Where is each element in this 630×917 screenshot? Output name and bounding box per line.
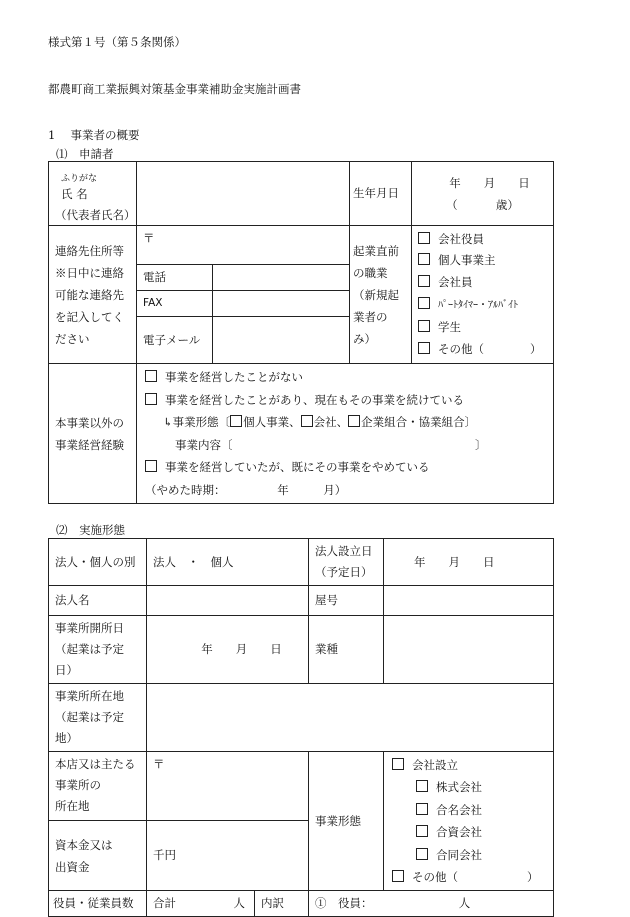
hq-field[interactable] <box>147 752 309 821</box>
experience-option-quit[interactable] <box>145 456 547 479</box>
postal-mark: 〒 <box>143 231 155 245</box>
checkbox[interactable] <box>416 825 428 837</box>
office-open-label-2: （起業は予定日） <box>55 642 124 677</box>
checkbox[interactable] <box>416 803 428 815</box>
birthdate-age: （ 歳） <box>446 197 519 212</box>
option-label: 会社、 <box>313 415 349 429</box>
establish-date-label-1: 法人設立日 <box>315 544 373 558</box>
staff-breakdown-label: 内訳 <box>255 891 309 917</box>
checkbox[interactable] <box>418 297 430 309</box>
checkbox[interactable] <box>392 870 404 882</box>
establish-date-label-2: （予定日） <box>315 565 373 579</box>
prev-job-label-4: 業者の <box>353 309 388 324</box>
checkbox[interactable] <box>418 342 430 354</box>
prev-job-label-2: の職業 <box>353 265 388 280</box>
email-field[interactable] <box>213 317 350 364</box>
checkbox[interactable] <box>416 848 428 860</box>
name-label: 氏 名 <box>61 187 88 201</box>
option-godo[interactable] <box>392 844 547 866</box>
birthdate-ymd: 年 月 日 <box>449 175 530 190</box>
option-student[interactable] <box>418 317 547 339</box>
option-employee[interactable] <box>418 272 547 294</box>
business-form-options <box>384 752 554 891</box>
hq-label <box>49 752 147 821</box>
office-open-field[interactable]: 年 月 日 <box>147 616 309 684</box>
fax-label: FAX <box>137 291 213 317</box>
trade-name-label: 屋号 <box>309 586 384 616</box>
office-location-label-1: 事業所所在地 <box>55 689 124 703</box>
option-gomei[interactable] <box>392 799 547 821</box>
corp-indiv-field[interactable]: 法人 ・ 個人 <box>147 539 309 586</box>
hq-postal-mark: 〒 <box>153 757 165 771</box>
checkbox[interactable] <box>418 232 430 244</box>
contact-label-4: を記入してく <box>55 309 124 324</box>
contact-label-5: ださい <box>55 331 90 346</box>
section-1-heading: 1 事業者の概要 <box>48 128 140 142</box>
establish-date-label <box>309 539 384 586</box>
contact-label-3: 可能な連絡先 <box>55 287 124 302</box>
quit-time-line: （やめた時期： 年 月） <box>145 482 347 497</box>
implementation-table <box>48 538 554 917</box>
experience-label-2: 事業経営経験 <box>55 437 124 452</box>
contact-label-1: 連絡先住所等 <box>55 243 124 258</box>
corp-name-label: 法人名 <box>49 586 147 616</box>
subsection-implementation: ⑵ 実施形態 <box>56 523 125 537</box>
furigana-label: ふりがな <box>61 174 98 184</box>
staff-officers-field[interactable]: ① 役員： 人 <box>309 891 554 917</box>
experience-option-never[interactable] <box>145 366 547 389</box>
office-location-label-2: （起業は予定地） <box>55 710 124 745</box>
business-content-line[interactable] <box>145 434 547 457</box>
experience-label-cell <box>49 364 137 504</box>
birthdate-field[interactable] <box>412 162 554 226</box>
checkbox[interactable] <box>145 370 157 382</box>
document-title: 都農町商工業振興対策基金事業補助金実施計画書 <box>48 82 301 96</box>
option-label: 合名会社 <box>436 802 482 817</box>
experience-label-1: 本事業以外の <box>55 415 124 430</box>
option-label: 個人事業、 <box>243 415 301 429</box>
name-label-cell <box>49 162 137 226</box>
name-field[interactable] <box>137 162 350 226</box>
checkbox[interactable] <box>418 275 430 287</box>
option-label: その他（ ） <box>412 870 539 885</box>
business-content-label: 事業内容〔 <box>175 437 233 452</box>
capital-label-2: 出資金 <box>55 859 90 874</box>
option-label: 会社設立 <box>412 758 458 772</box>
prev-job-label-5: み） <box>353 331 376 346</box>
industry-label: 業種 <box>309 616 384 684</box>
option-label: 株式会社 <box>436 780 482 795</box>
option-company-setup[interactable] <box>392 754 547 776</box>
contact-label-cell <box>49 226 137 364</box>
office-open-label-1: 事業所開所日 <box>55 621 124 635</box>
option-company-officer[interactable] <box>418 229 547 251</box>
option-other[interactable] <box>418 339 547 361</box>
email-label: 電子メール <box>137 317 213 364</box>
hq-label-2: 事業所の <box>55 778 101 793</box>
office-open-label <box>49 616 147 684</box>
option-label: その他（ ） <box>438 341 542 356</box>
business-form-prefix: ↳事業形態〔 <box>163 415 231 429</box>
option-label: 合同会社 <box>436 847 482 862</box>
office-location-field[interactable] <box>147 684 554 752</box>
checkbox[interactable] <box>418 320 430 332</box>
option-sole-proprietor[interactable] <box>418 250 547 272</box>
checkbox[interactable] <box>416 780 428 792</box>
hq-label-3: 所在地 <box>55 799 90 814</box>
previous-job-label-cell <box>350 226 412 364</box>
trade-name-field[interactable] <box>384 586 554 616</box>
option-label: 学生 <box>438 319 461 334</box>
option-label: 合資会社 <box>436 825 482 840</box>
business-form-line <box>145 411 547 434</box>
office-location-label <box>49 684 147 752</box>
capital-label-1: 資本金又は <box>55 837 113 852</box>
option-goshi[interactable] <box>392 821 547 843</box>
experience-field <box>137 364 554 504</box>
option-label: ﾊﾟｰﾄﾀｲﾏｰ・ｱﾙﾊﾞｲﾄ <box>438 300 518 311</box>
option-label: 会社員 <box>438 275 473 290</box>
option-label: 事業を経営したことがない <box>165 370 303 384</box>
staff-label: 役員・従業員数 <box>49 891 147 917</box>
representative-label: （代表者氏名） <box>55 208 136 222</box>
capital-field[interactable] <box>147 820 309 891</box>
previous-job-options <box>412 226 554 364</box>
phone-label: 電話 <box>137 265 213 291</box>
prev-job-label-1: 起業直前 <box>353 243 399 258</box>
address-field[interactable] <box>137 226 350 265</box>
form-number: 様式第１号（第５条関係） <box>48 35 186 49</box>
corp-name-field[interactable] <box>147 586 309 616</box>
checkbox[interactable] <box>145 460 157 472</box>
checkbox[interactable] <box>145 393 157 405</box>
checkbox[interactable] <box>392 758 404 770</box>
contact-label-2: ※日中に連絡 <box>55 265 124 280</box>
checkbox[interactable] <box>301 415 313 427</box>
industry-field[interactable] <box>384 616 554 684</box>
subsection-applicant: ⑴ 申請者 <box>56 147 114 161</box>
option-label: 事業を経営していたが、既にその事業をやめている <box>165 460 430 474</box>
birthdate-label: 生年月日 <box>350 162 412 226</box>
option-other[interactable] <box>392 866 547 888</box>
applicant-table <box>48 161 554 504</box>
phone-field[interactable] <box>213 265 350 291</box>
option-label: 個人事業主 <box>438 253 496 268</box>
business-form-label: 事業形態 <box>309 752 384 891</box>
hq-label-1: 本店又は主たる <box>55 757 136 772</box>
checkbox[interactable] <box>348 415 360 427</box>
staff-total-field[interactable]: 合計 人 <box>147 891 255 917</box>
fax-field[interactable] <box>213 291 350 317</box>
prev-job-label-3: （新規起 <box>353 287 399 302</box>
corp-indiv-label: 法人・個人の別 <box>49 539 147 586</box>
option-part-time[interactable] <box>418 294 547 317</box>
checkbox[interactable] <box>418 253 430 265</box>
business-content-close: 〕 <box>475 437 487 452</box>
experience-option-continuing[interactable] <box>145 389 547 412</box>
option-label: 会社役員 <box>438 231 484 246</box>
checkbox[interactable] <box>230 415 242 427</box>
option-label: 企業組合・協業組合〕 <box>361 415 477 429</box>
option-kabushiki[interactable] <box>392 776 547 798</box>
establish-date-field[interactable]: 年 月 日 <box>384 539 554 586</box>
capital-unit: 千円 <box>153 848 176 863</box>
capital-label <box>49 820 147 891</box>
option-label: 事業を経営したことがあり、現在もその事業を続けている <box>165 392 464 407</box>
